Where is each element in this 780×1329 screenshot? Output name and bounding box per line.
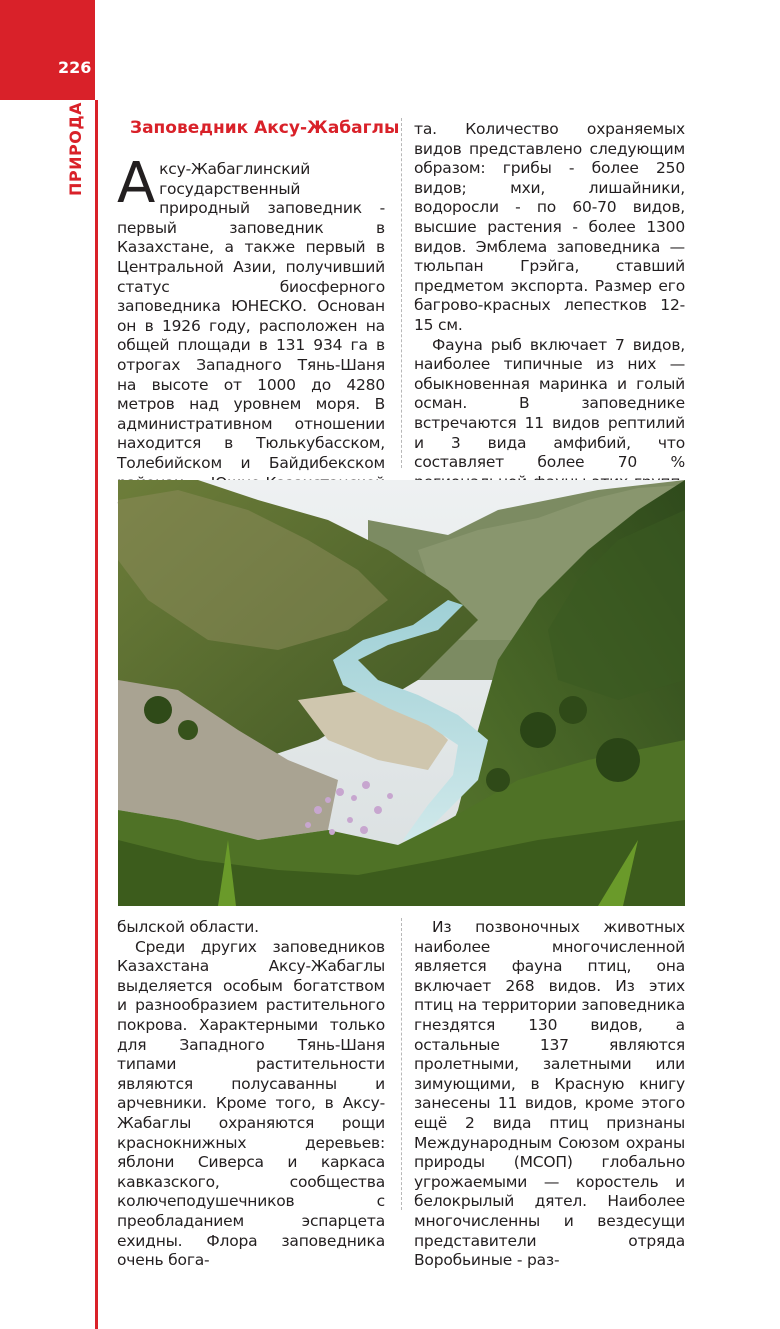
paragraph: та. Количество охраняемых видов представлено следующим образом: грибы - более 250 видов; мхи, лишайники, водоросли - по 60-70 видов, высшие растения - более 1300 видов. Эмблема заповедника — тюльпан Грэйга, ставший предметом экспорта. Размер его багрово-красных лепестков 12-15 см. (414, 120, 685, 334)
section-label: ПРИРОДА (66, 102, 85, 196)
text-column-top-right (414, 120, 685, 531)
paragraph-text: ксу-Жабаглинский государственный природный заповедник - первый заповедник в Казахстане, а также первый в Центральной Азии, получивший статус биосферного заповедника ЮНЕСКО. Основан он в 1926 году, расположен на общей площади в 131 934 га в отрогах Западного Тянь-Шаня на высоте от 1000 до 4280 метров над уровнем моря. В административном отношении находится в Тюлькубасском, Толебийском и Байдибекском (117, 160, 385, 472)
side-accent-rule (95, 100, 98, 1329)
text-column-bottom-left (117, 918, 385, 1271)
text-column-top-left (117, 151, 385, 532)
paragraph (117, 151, 385, 532)
page-number: 226 (58, 58, 92, 77)
paragraph: былской области. (117, 918, 259, 936)
river-gorge-image (118, 480, 685, 906)
mountain-valley-photo (118, 480, 685, 906)
paragraph: Фауна рыб включает 7 видов, наиболее типичные из них — обыкновенная маринка и голый осман. В заповеднике встречаются 11 видов рептилий и 3 вида амфибий, что составляет более 70 % (414, 335, 685, 472)
text-column-bottom-right (414, 918, 685, 1271)
drop-cap: А (117, 151, 156, 216)
paragraph: Из позвоночных животных наиболее многочисленной является фауна птиц, она включает 268 видов. Из этих птиц на территории заповедника гнездятся 130 видов, а остальные 137 являются пролетными, залетными или зимующими, в Красную книгу занесены 11 видов, кроме этого ещё 2 вида птиц признаны Международным Союзом охраны природы (МСОП) глобально угрожаемыми — коростель и белокрылый дятел. Наиболее многочисленны и вездесущи представители отряда Воробьиные - раз- (414, 918, 685, 1270)
article-title: Заповедник Аксу-Жабаглы (130, 118, 400, 138)
column-divider-top (401, 118, 402, 468)
column-divider-bottom (401, 918, 402, 1210)
paragraph: Среди других заповедников Казахстана Аксу-Жабаглы выделяется особым богатством и разнообразием растительного покрова. Характерными только для Западного Тянь-Шаня типами растительности являются полусаванны и арчевники. Кроме того, в Аксу-Жабаглы охраняются рощи краснокнижных деревьев: яблони Сиверса и каркаса кавказского, сообщества колючеподушечников с преобладанием эспарцета ехидны. Флора заповедника очень бога- (117, 937, 385, 1270)
